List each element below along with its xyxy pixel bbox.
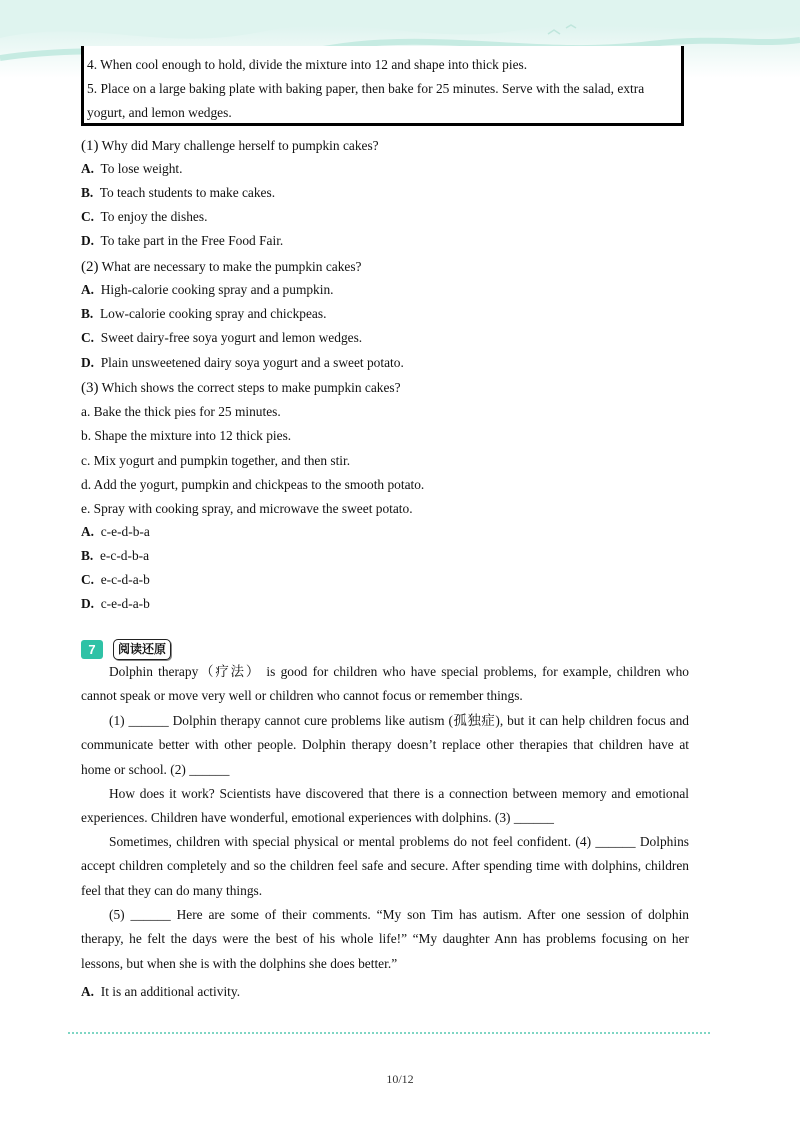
option-7a[interactable]: A. It is an additional activity. [81,984,241,999]
step-b: b. Shape the mixture into 12 thick pies. [81,428,292,443]
option-3d[interactable]: D. c-e-d-a-b [81,596,150,611]
option-3b[interactable]: B. e-c-d-b-a [81,548,150,563]
option-3a[interactable]: A. c-e-d-b-a [81,524,150,539]
question-text: Why did Mary challenge herself to pumpkin cakes? [101,138,379,153]
recipe-step-4: 4. When cool enough to hold, divide the mixture into 12 and shape into thick pies. [87,57,528,72]
option-1b[interactable]: B. To teach students to make cakes. [81,185,276,200]
question-number: (3) [81,380,99,396]
option-1c[interactable]: C. To enjoy the dishes. [81,209,208,224]
step-e: e. Spray with cooking spray, and microwave the sweet potato. [81,501,413,516]
option-2b[interactable]: B. Low-calorie cooking spray and chickpeas. [81,306,327,321]
passage-paragraph-5: (5) ______ Here are some of their comments. “My son Tim has autism. After one session of dolphin therapy, he felt the days were the best of his whole life!” “My daughter Ann has problems focusing on her lessons, but when she is with the dolphins she does better.” [81,907,689,971]
step-d: d. Add the yogurt, pumpkin and chickpeas to the smooth potato. [81,477,425,492]
page-number: 10/12 [386,1072,414,1086]
question-2 [81,259,362,275]
recipe-step-5-cont: yogurt, and lemon wedges. [87,105,232,120]
option-2a[interactable]: A. High-calorie cooking spray and a pumpkin. [81,282,334,297]
footer-divider [68,1032,710,1034]
passage-paragraph-2: (1) ______ Dolphin therapy cannot cure problems like autism (孤独症), but it can help children focus and communicate better with other people. Dolphin therapy doesn’t replace other therapies that children have at home or school. (2) ______ [81,713,689,777]
passage-paragraph-1: Dolphin therapy（疗法） is good for children who have special problems, for example, children who cannot speak or move very well or children who cannot focus or remember things. [81,664,689,704]
recipe-step-5: 5. Place on a large baking plate with baking paper, then bake for 25 minutes. Serve with the salad, extra [87,81,645,96]
question-text: Which shows the correct steps to make pumpkin cakes? [101,380,401,395]
option-3c[interactable]: C. e-c-d-a-b [81,572,150,587]
question-1 [81,138,379,154]
option-1a[interactable]: A. To lose weight. [81,161,183,176]
passage-paragraph-3: How does it work? Scientists have discovered that there is a connection between memory and emotional experiences. Children have wonderful, emotional experiences with dolphins. (3) ______ [81,786,689,826]
question-number: (2) [81,259,99,275]
option-1d[interactable]: D. To take part in the Free Food Fair. [81,233,284,248]
question-number: (1) [81,138,99,154]
section-label: 阅读还原 [113,639,171,660]
step-a: a. Bake the thick pies for 25 minutes. [81,404,281,419]
option-2c[interactable]: C. Sweet dairy-free soya yogurt and lemon wedges. [81,330,363,345]
question-3 [81,380,401,396]
section-number-badge: 7 [81,640,103,659]
passage-paragraph-4: Sometimes, children with special physical or mental problems do not feel confident. (4) ______ Dolphins accept children completely and so the children feel safe and secure. After spending time with dolphins, children feel that they can do many things. [81,834,689,898]
step-c: c. Mix yogurt and pumpkin together, and then stir. [81,453,351,468]
option-2d[interactable]: D. Plain unsweetened dairy soya yogurt and a sweet potato. [81,355,404,370]
question-text: What are necessary to make the pumpkin cakes? [101,259,362,274]
